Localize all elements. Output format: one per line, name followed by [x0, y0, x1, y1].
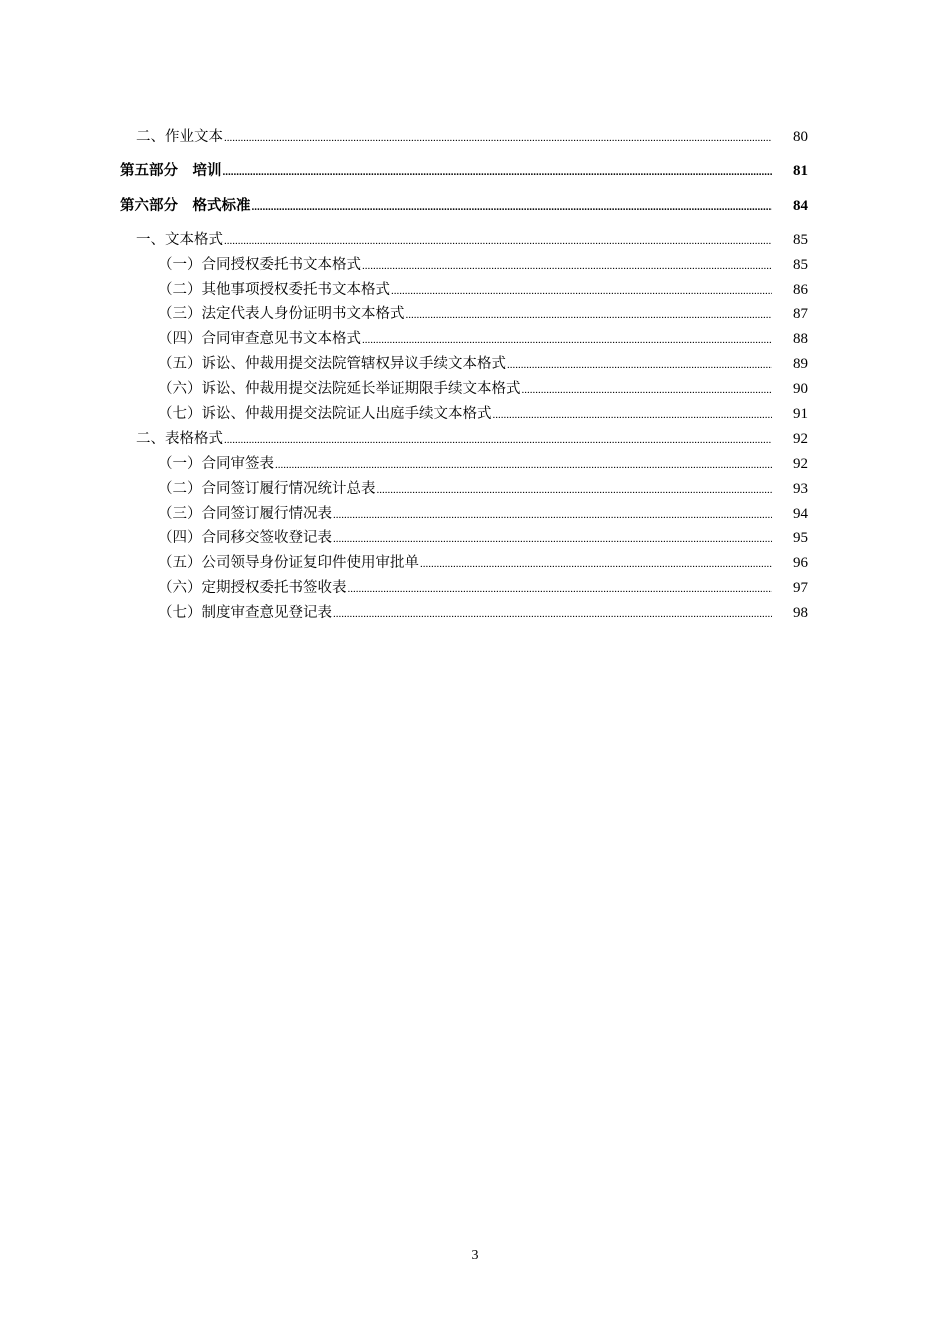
toc-entry-page: 81	[793, 163, 808, 179]
toc-entry[interactable]	[158, 255, 808, 276]
toc-leader-dots	[333, 528, 772, 549]
toc-leader-dots	[224, 230, 772, 251]
toc-entry[interactable]	[136, 429, 808, 450]
toc-entry[interactable]	[158, 280, 808, 301]
toc-leader-dots	[333, 504, 772, 525]
toc-leader-dots	[348, 578, 773, 599]
toc-entry-page: 94	[793, 506, 808, 522]
toc-leader-dots	[224, 429, 772, 450]
toc-entry[interactable]	[158, 528, 808, 549]
toc-entry-label: （一）合同授权委托书文本格式	[158, 257, 361, 273]
toc-entry[interactable]	[158, 553, 808, 574]
toc-entry-page: 97	[793, 580, 808, 596]
toc-entry[interactable]	[158, 454, 808, 475]
toc-entry-page: 96	[793, 555, 808, 571]
toc-entry-label: （三）合同签订履行情况表	[158, 506, 332, 522]
toc-leader-dots	[493, 404, 773, 425]
toc-entry[interactable]	[120, 196, 808, 217]
toc-entry-label: （六）定期授权委托书签收表	[158, 580, 347, 596]
toc-entry-label: 一、文本格式	[136, 232, 223, 248]
toc-entry-page: 90	[793, 381, 808, 397]
toc-entry-label: 二、表格格式	[136, 431, 223, 447]
toc-leader-dots	[420, 553, 772, 574]
toc-entry-label: （三）法定代表人身份证明书文本格式	[158, 306, 405, 322]
toc-leader-dots	[377, 479, 773, 500]
toc-entry-label: 二、作业文本	[136, 129, 223, 145]
toc-entry[interactable]	[158, 304, 808, 325]
toc-leader-dots	[406, 304, 773, 325]
toc-entry[interactable]	[158, 354, 808, 375]
toc-entry-label: （四）合同移交签收登记表	[158, 530, 332, 546]
page-number: 3	[471, 1248, 479, 1263]
toc-entry-label: （一）合同审签表	[158, 456, 274, 472]
toc-entry-page: 92	[793, 456, 808, 472]
toc-entry[interactable]	[158, 379, 808, 400]
toc-entry-page: 85	[793, 257, 808, 273]
toc-entry[interactable]	[136, 230, 808, 251]
toc-leader-dots	[333, 603, 772, 624]
toc-entry-label: （二）其他事项授权委托书文本格式	[158, 282, 390, 298]
toc-entry-label: （七）诉讼、仲裁用提交法院证人出庭手续文本格式	[158, 406, 492, 422]
toc-entry[interactable]	[136, 127, 808, 148]
toc-leader-dots	[223, 161, 773, 182]
toc-entry-label: （五）诉讼、仲裁用提交法院管辖权异议手续文本格式	[158, 356, 506, 372]
toc-entry-page: 80	[793, 129, 808, 145]
toc-leader-dots	[522, 379, 773, 400]
toc-entry-page: 84	[793, 198, 808, 214]
toc-leader-dots	[275, 454, 772, 475]
toc-entry-label: （六）诉讼、仲裁用提交法院延长举证期限手续文本格式	[158, 381, 521, 397]
toc-entry-label: （二）合同签订履行情况统计总表	[158, 481, 376, 497]
toc-leader-dots	[252, 196, 773, 217]
toc-entry[interactable]	[158, 329, 808, 350]
toc-entry[interactable]	[158, 479, 808, 500]
toc-entry-label: （五）公司领导身份证复印件使用审批单	[158, 555, 419, 571]
toc-entry-page: 89	[793, 356, 808, 372]
toc-entry-page: 88	[793, 331, 808, 347]
toc-leader-dots	[224, 127, 772, 148]
toc-entry-label: 第六部分 格式标准	[120, 197, 251, 214]
toc-entry[interactable]	[158, 504, 808, 525]
toc-leader-dots	[362, 255, 772, 276]
toc-entry-page: 93	[793, 481, 808, 497]
toc-entry-page: 85	[793, 232, 808, 248]
toc-entry-label: 第五部分 培训	[120, 162, 222, 179]
toc-entry-page: 91	[793, 406, 808, 422]
toc-entry-page: 95	[793, 530, 808, 546]
toc-leader-dots	[362, 329, 772, 350]
toc-entry-page: 92	[793, 431, 808, 447]
toc-entry[interactable]	[158, 603, 808, 624]
toc-entry[interactable]	[158, 578, 808, 599]
toc-entry-page: 98	[793, 605, 808, 621]
toc-entry[interactable]	[120, 161, 808, 182]
toc-entry[interactable]	[158, 404, 808, 425]
toc-leader-dots	[391, 280, 772, 301]
toc-leader-dots	[507, 354, 772, 375]
toc-entry-label: （七）制度审查意见登记表	[158, 605, 332, 621]
toc-entry-page: 87	[793, 306, 808, 322]
toc-entry-label: （四）合同审查意见书文本格式	[158, 331, 361, 347]
toc-entry-page: 86	[793, 282, 808, 298]
